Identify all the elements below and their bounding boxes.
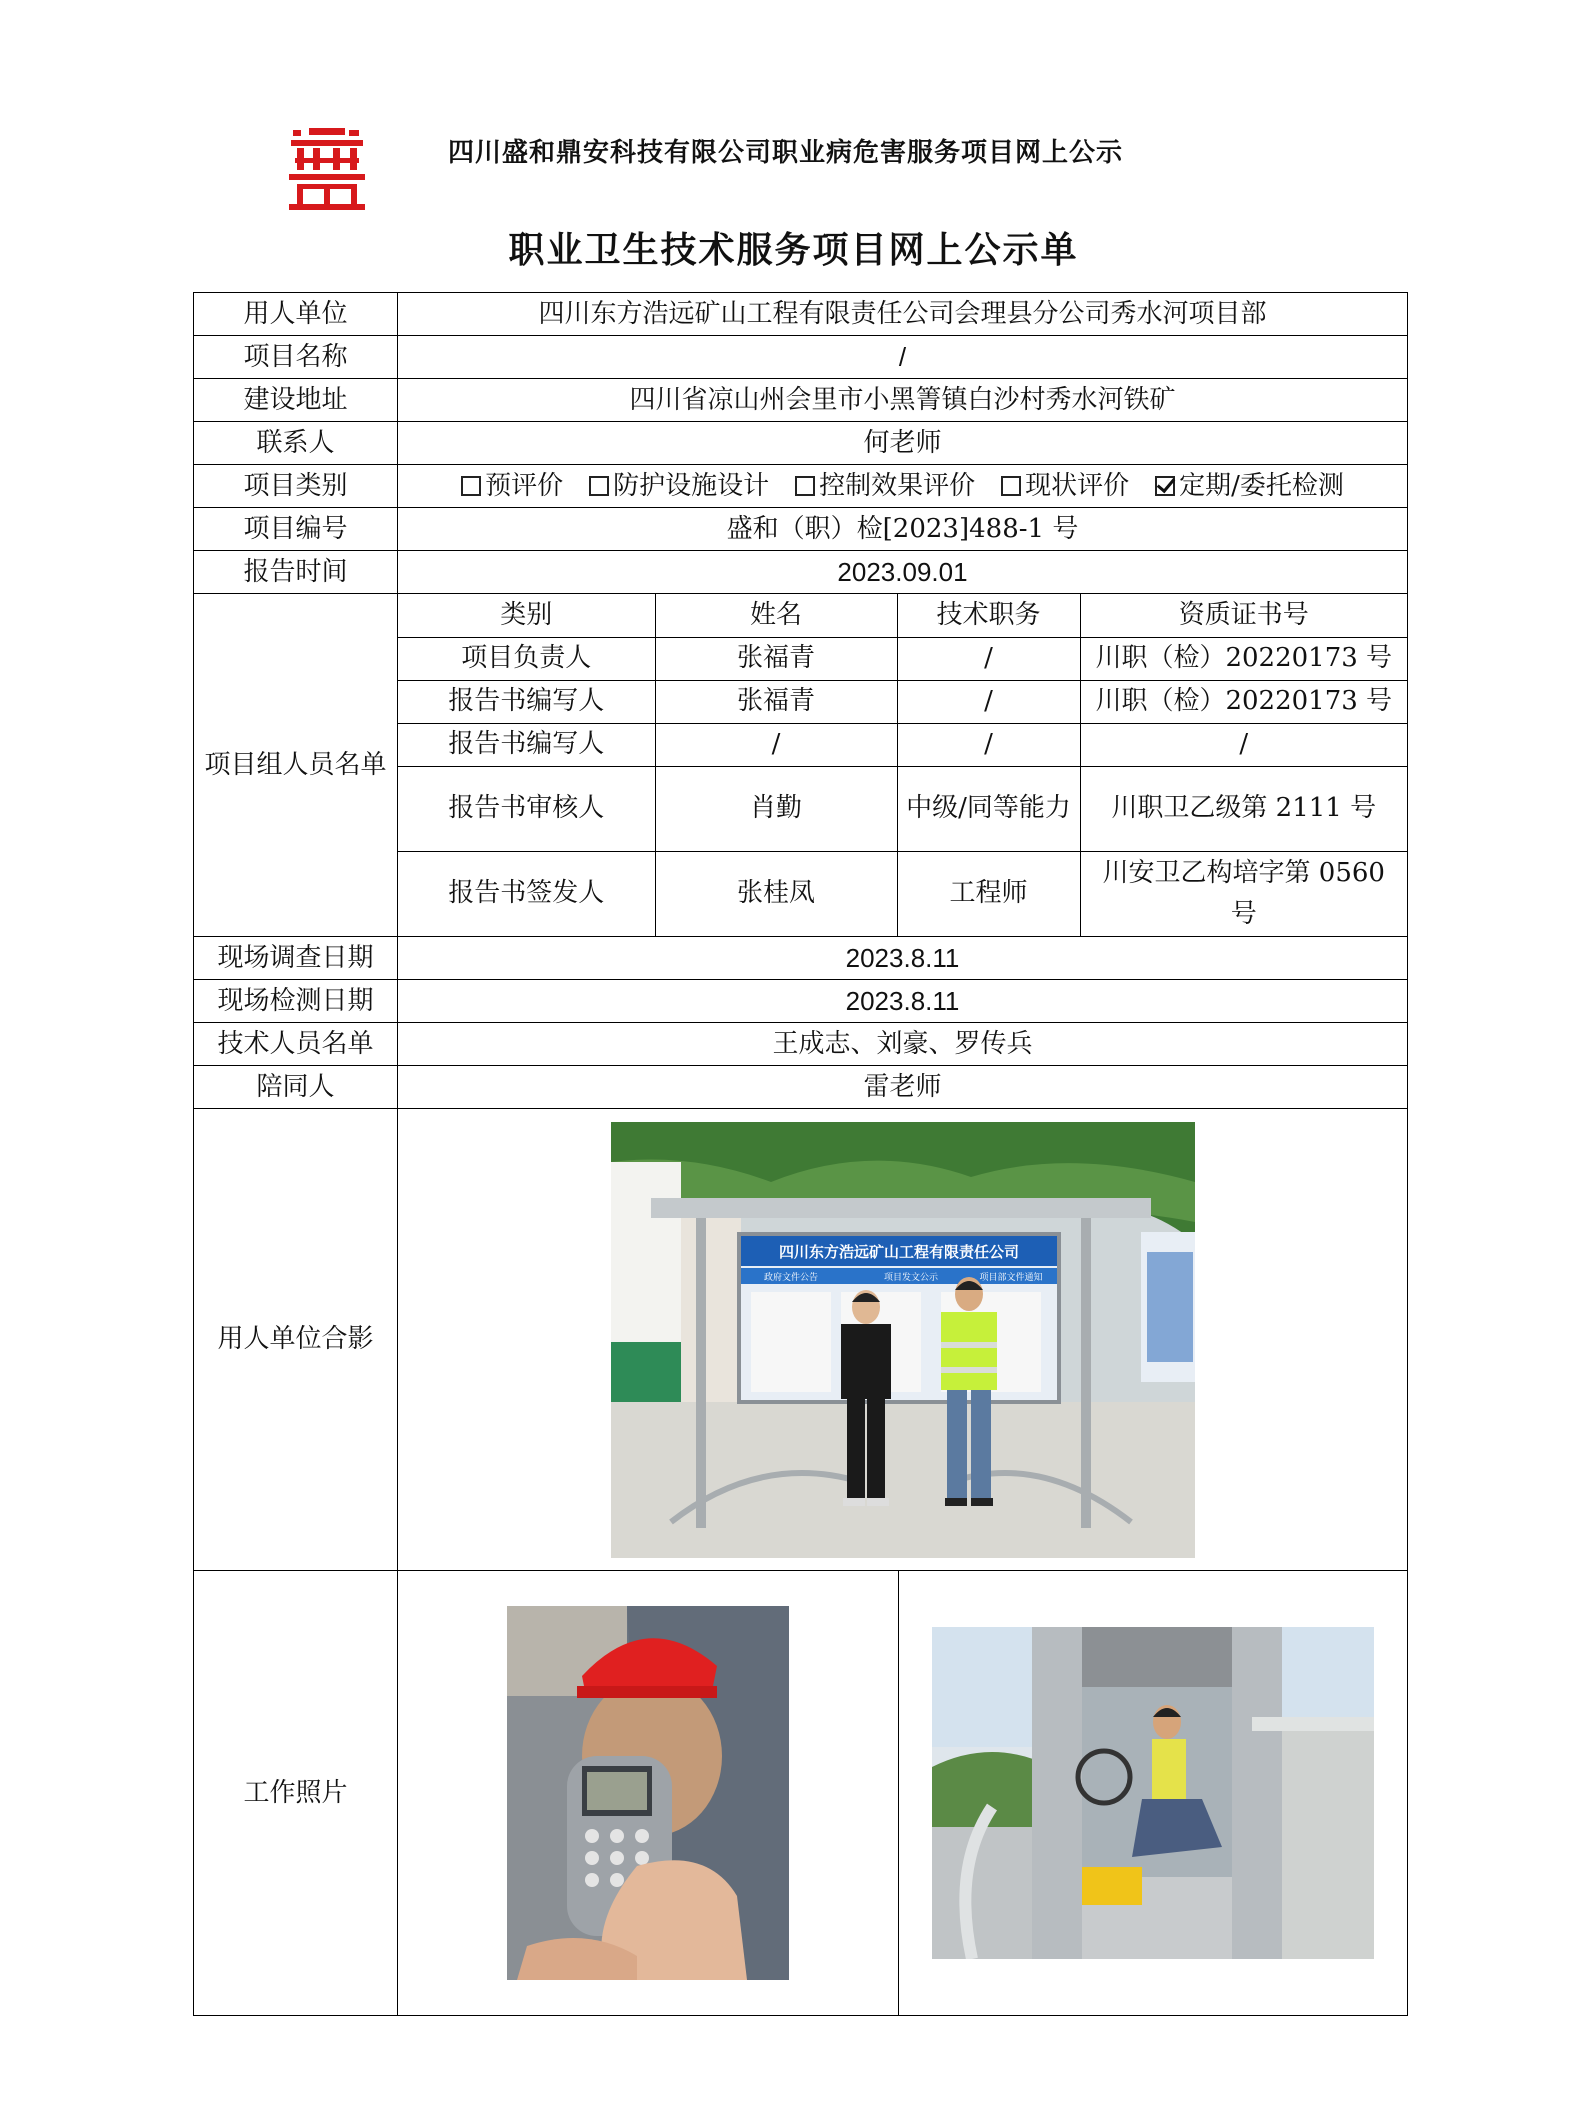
team-title: 工程师 bbox=[897, 851, 1080, 936]
team-title: 中级/同等能力 bbox=[897, 766, 1080, 851]
project-no-label: 项目编号 bbox=[194, 508, 398, 551]
team-name: 张福青 bbox=[655, 637, 897, 680]
team-role: 报告书编写人 bbox=[398, 680, 655, 723]
notice-form-table bbox=[193, 292, 1408, 2016]
team-certificate: / bbox=[1080, 723, 1407, 766]
board-sub-right-text: 项目部文件通知 bbox=[978, 1272, 1043, 1283]
category-options bbox=[398, 465, 1408, 508]
team-title: / bbox=[897, 680, 1080, 723]
team-table bbox=[398, 594, 1407, 936]
group-photo-label: 用人单位合影 bbox=[194, 1109, 398, 1571]
category-label: 项目类别 bbox=[194, 465, 398, 508]
survey-date-label: 现场调查日期 bbox=[194, 937, 398, 980]
group-photo bbox=[611, 1122, 1195, 1558]
team-role: 报告书签发人 bbox=[398, 851, 655, 936]
team-name: / bbox=[655, 723, 897, 766]
table-row bbox=[398, 680, 1407, 723]
team-certificate: 川职（检）20220173 号 bbox=[1080, 680, 1407, 723]
work-photo-label: 工作照片 bbox=[194, 1571, 398, 2016]
group-photo-cell bbox=[398, 1109, 1408, 1571]
table-row bbox=[398, 723, 1407, 766]
address-value: 四川省凉山州会里市小黑箐镇白沙村秀水河铁矿 bbox=[398, 379, 1408, 422]
project-no-value: 盛和（职）检[2023]488-1 号 bbox=[398, 508, 1408, 551]
project-name-label: 项目名称 bbox=[194, 336, 398, 379]
checkbox-icon bbox=[795, 476, 815, 496]
board-sub-mid-text: 项目发文公示 bbox=[883, 1272, 938, 1283]
team-header-certificate: 资质证书号 bbox=[1080, 594, 1407, 637]
checkbox-icon bbox=[1001, 476, 1021, 496]
test-date-value: 2023.8.11 bbox=[398, 980, 1408, 1023]
category-option-control-evaluation[interactable]: 控制效果评价 bbox=[795, 466, 975, 507]
team-certificate: 川职卫乙级第 2111 号 bbox=[1080, 766, 1407, 851]
team-role: 项目负责人 bbox=[398, 637, 655, 680]
category-option-pre-evaluation[interactable]: 预评价 bbox=[461, 466, 563, 507]
survey-date-value: 2023.8.11 bbox=[398, 937, 1408, 980]
board-sub-left-text: 政府文件公告 bbox=[763, 1272, 818, 1283]
team-name: 张桂凤 bbox=[655, 851, 897, 936]
work-photo-vehicle-cab bbox=[932, 1627, 1374, 1959]
table-row bbox=[398, 766, 1407, 851]
work-photo-2-cell bbox=[898, 1571, 1407, 2015]
team-name: 肖勤 bbox=[655, 766, 897, 851]
tech-staff-value: 王成志、刘豪、罗传兵 bbox=[398, 1023, 1408, 1066]
test-date-label: 现场检测日期 bbox=[194, 980, 398, 1023]
team-title: / bbox=[897, 723, 1080, 766]
team-header-title: 技术职务 bbox=[897, 594, 1080, 637]
checkbox-icon bbox=[461, 476, 481, 496]
company-logo bbox=[287, 128, 367, 210]
report-time-label: 报告时间 bbox=[194, 551, 398, 594]
report-time-value: 2023.09.01 bbox=[398, 551, 1408, 594]
category-option-periodic-testing[interactable]: 定期/委托检测 bbox=[1155, 466, 1344, 507]
team-certificate: 川安卫乙构培字第 0560 号 bbox=[1080, 851, 1407, 936]
checkbox-checked-icon bbox=[1155, 476, 1175, 496]
document-title: 职业卫生技术服务项目网上公示单 bbox=[508, 229, 1079, 271]
employer-value: 四川东方浩远矿山工程有限责任公司会理县分公司秀水河项目部 bbox=[398, 293, 1408, 336]
category-option-protection-design[interactable]: 防护设施设计 bbox=[589, 466, 769, 507]
checkbox-icon bbox=[589, 476, 609, 496]
project-name-value: / bbox=[398, 336, 1408, 379]
board-title-text: 四川东方浩远矿山工程有限责任公司 bbox=[778, 1242, 1019, 1261]
tech-staff-label: 技术人员名单 bbox=[194, 1023, 398, 1066]
escort-label: 陪同人 bbox=[194, 1066, 398, 1109]
team-role: 报告书编写人 bbox=[398, 723, 655, 766]
employer-label: 用人单位 bbox=[194, 293, 398, 336]
team-title: / bbox=[897, 637, 1080, 680]
work-photo-noise-meter bbox=[507, 1606, 789, 1980]
work-photo-1-cell bbox=[398, 1571, 898, 2015]
team-header-category: 类别 bbox=[398, 594, 655, 637]
team-certificate: 川职（检）20220173 号 bbox=[1080, 637, 1407, 680]
team-role: 报告书审核人 bbox=[398, 766, 655, 851]
escort-value: 雷老师 bbox=[398, 1066, 1408, 1109]
team-cell bbox=[398, 594, 1408, 937]
company-title: 四川盛和鼎安科技有限公司职业病危害服务项目网上公示 bbox=[448, 138, 1124, 168]
address-label: 建设地址 bbox=[194, 379, 398, 422]
work-photo-table bbox=[398, 1571, 1407, 2015]
table-row bbox=[398, 637, 1407, 680]
contact-label: 联系人 bbox=[194, 422, 398, 465]
work-photo-cell bbox=[398, 1571, 1408, 2016]
category-option-status-evaluation[interactable]: 现状评价 bbox=[1001, 466, 1129, 507]
team-header-name: 姓名 bbox=[655, 594, 897, 637]
table-row bbox=[398, 851, 1407, 936]
team-name: 张福青 bbox=[655, 680, 897, 723]
contact-value: 何老师 bbox=[398, 422, 1408, 465]
team-label: 项目组人员名单 bbox=[194, 594, 398, 937]
